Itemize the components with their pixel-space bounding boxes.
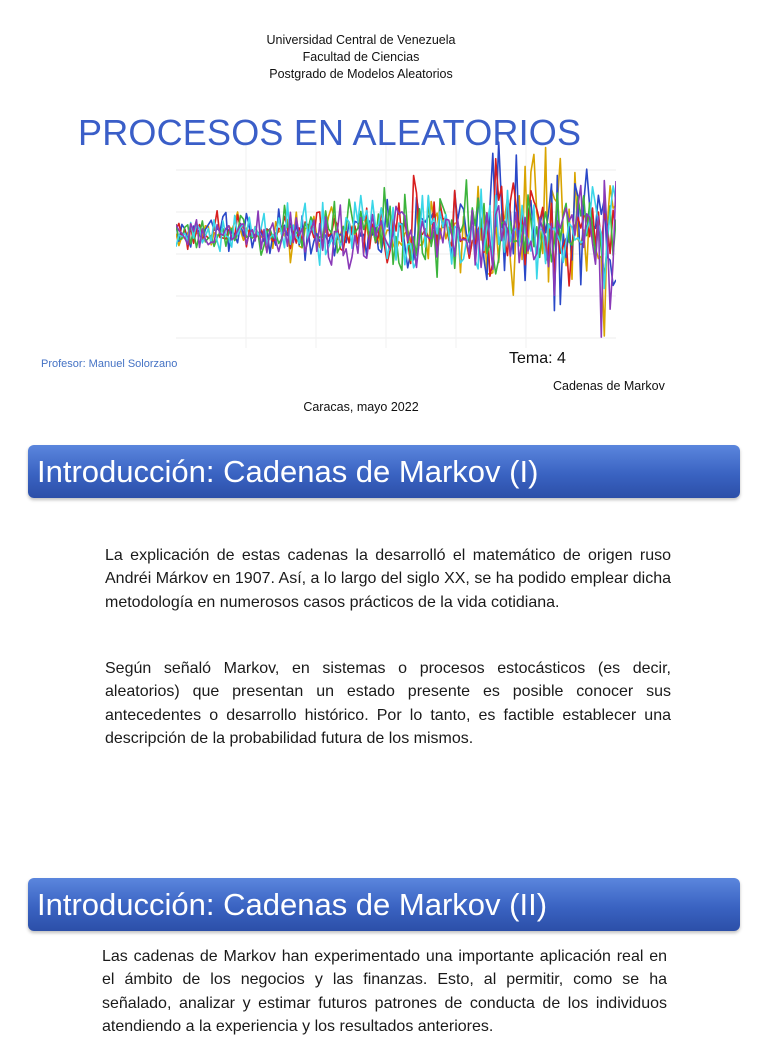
topic-number: Tema: 4 — [509, 350, 566, 367]
section-2-paragraph-1: Las cadenas de Markov han experimentado una importante aplicación real en el ámbito de los negocios y las finanzas. Esto, al permitir, como se ha señalado, analizar y estimar futuros patrones de conducta de los individuos atendiendo a la experiencia y los resultados anteriores. — [102, 948, 667, 1035]
institution-line-1: Universidad Central de Venezuela — [266, 33, 456, 47]
professor-name: Profesor: Manuel Solorzano — [41, 358, 178, 370]
topic-subtitle: Cadenas de Markov — [553, 379, 665, 393]
section-heading-1: Introducción: Cadenas de Markov (I) — [28, 445, 740, 498]
main-title: PROCESOS EN ALEATORIOS — [78, 112, 582, 153]
random-process-illustration — [176, 140, 616, 348]
noise-series-line — [176, 159, 616, 286]
institution-line-2: Facultad de Ciencias — [302, 50, 420, 64]
institution-line-3: Postgrado de Modelos Aleatorios — [269, 67, 453, 81]
section-1-paragraph-2: Según señaló Markov, en sistemas o procesos estocásticos (es decir, aleatorios) que presentan un estado presente es posible conocer sus antecedentes o desarrollo histórico. Por lo tanto, es factible establecer una descripción de la probabilidad futura de los mismos. — [105, 660, 671, 747]
section-heading-2: Introducción: Cadenas de Markov (II) — [28, 878, 740, 931]
place-date: Caracas, mayo 2022 — [303, 400, 419, 414]
section-1-paragraph-1: La explicación de estas cadenas la desarrolló el matemático de origen ruso Andréi Márkov en 1907. Así, a lo largo del siglo XX, se ha podido emplear dicha metodología en numerosos casos prácticos de la vida cotidiana. — [105, 547, 671, 611]
